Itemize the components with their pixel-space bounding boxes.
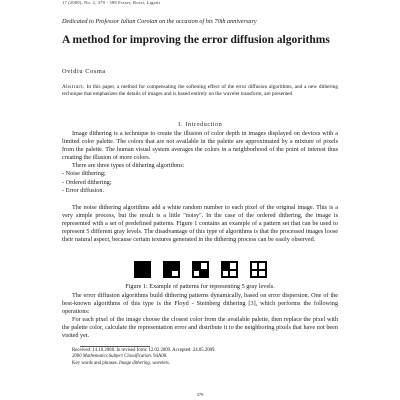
- pattern-cell: [171, 270, 179, 278]
- page-number: 379: [196, 392, 204, 397]
- keywords-value: Image dithering, wavelets.: [119, 360, 170, 366]
- abstract: [62, 84, 338, 99]
- dither-pattern-4: [221, 261, 238, 278]
- paragraph-4: The error diffusion algorithms build dithering patterns dynamically, based on error dispersion. One of the best-known algorithms of this type is the Floyd - Steinberg dithering [3], which performs the following operations:: [62, 292, 338, 316]
- keywords-line: [72, 361, 332, 367]
- pattern-cell: [135, 270, 143, 278]
- msc-value: 94A08.: [153, 354, 168, 360]
- section-title: 1. Introduction: [177, 122, 223, 128]
- paragraph-2: There are three types of dithering algorithms:: [72, 162, 185, 170]
- footnote-rule: [80, 346, 150, 347]
- abstract-label: Abstract.: [62, 84, 85, 90]
- pattern-cell: [200, 270, 208, 278]
- pattern-cell: [193, 262, 201, 270]
- paragraph-5: For each pixel of the image choose the closest color from the available palette, then replace the pixel with the palette color, calculate the representation error and distribute it to the neighboring pixels that have not been visited yet.: [62, 316, 338, 340]
- pattern-cell: [258, 262, 266, 270]
- dither-pattern-5: [250, 261, 267, 278]
- ordered-dithering-text: [62, 204, 338, 244]
- dither-pattern-1: [134, 261, 151, 278]
- msc-label: 2000 Mathematics Subject Classification.: [72, 354, 152, 360]
- pattern-cell: [229, 270, 237, 278]
- pattern-cell: [171, 262, 179, 270]
- author-name: Ovidiu Cosma: [62, 68, 106, 75]
- dither-pattern-2: [163, 261, 180, 278]
- keywords-label: Key words and phrases.: [72, 360, 118, 366]
- dither-pattern-3: [192, 261, 209, 278]
- pattern-cell: [142, 270, 150, 278]
- abstract-text: In this paper, a method for compensating the softening effect of the error diffusion algorithms, and a new dithering technique that emphasizes the details of images and is based entirely on the wavelet transform, are presented: [62, 84, 338, 98]
- paragraph-3: The noise dithering algorithms add a white random number to each pixel of the original image. This is a very simple process, but the result is a little "noisy". In the case of the ordered dithering, the image is represented with a set of predefined patterns. Figure 1 contains an example of a pattern set that can be used to represent 5 different gray levels. The disadvantage of this type of algorithms is that the processed images loose their natural aspect, because certain textures generated in the dithering process can be easily observed.: [62, 204, 338, 244]
- intro-text-block: [62, 130, 338, 195]
- figure-caption: Figure 1: Example of patterns for representing 5 gray levels.: [125, 283, 275, 290]
- list-item-ordered: - Ordered dithering;: [62, 178, 112, 186]
- pattern-cell: [164, 270, 172, 278]
- pattern-cell: [135, 262, 143, 270]
- pattern-cell: [222, 262, 230, 270]
- pattern-cell: [200, 262, 208, 270]
- list-item-error: - Error diffusion.: [62, 186, 104, 194]
- pattern-cell: [229, 262, 237, 270]
- paragraph-1: Image dithering is a technique to create the illusion of color depth in images displayed on devices with a limited color palette. The colors that are not available in the palette are approximated by a mixture of pixels from the palette. The human visual system averages the colors in a neighborhood of the point of interest thus creating the illusion of more colors.: [62, 130, 338, 162]
- dedication: Dedicated to Professor Iulian Coroian on the occasion of his 70th anniversary: [62, 18, 257, 25]
- pattern-cell: [142, 262, 150, 270]
- pattern-cell: [193, 270, 201, 278]
- list-item-noise: - Noise dithering;: [62, 170, 106, 178]
- pattern-cell: [258, 270, 266, 278]
- pattern-cell: [251, 270, 259, 278]
- paper-title: A method for improving the error diffusion algorithms: [62, 34, 330, 46]
- figure-1-patterns: [62, 261, 338, 279]
- received-dates: Received: 14.10.2008. In revised form: 12.02.2009. Accepted: 24.05.2009.: [72, 348, 216, 353]
- pattern-cell: [164, 262, 172, 270]
- running-header: 17 (2009), No. 2, 379 - 388 Fraser, Rossi, Ligatti: [62, 0, 161, 5]
- pattern-cell: [222, 270, 230, 278]
- error-diffusion-text: [62, 292, 338, 341]
- pattern-cell: [251, 262, 259, 270]
- footnotes: [72, 348, 332, 367]
